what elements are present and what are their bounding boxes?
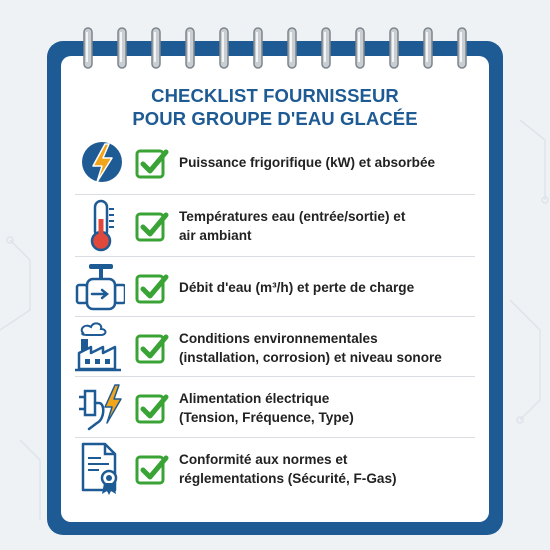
title-line-2: POUR GROUPE D'EAU GLACÉE — [132, 108, 418, 129]
checklist-item-label: Conditions environnementales (installation, corrosion) et niveau sonore — [179, 331, 442, 365]
checklist-item-label: Puissance frigorifique (kW) et absorbée — [179, 155, 436, 170]
checklist-item-label: Débit d'eau (m³/h) et perte de charge — [179, 280, 415, 295]
thermometer-icon — [75, 197, 125, 255]
checkbox-checked-icon — [135, 391, 169, 425]
certificate-document-icon — [75, 440, 125, 498]
page-title — [61, 84, 489, 130]
checkbox-checked-icon — [135, 146, 169, 180]
checkbox-checked-icon — [135, 209, 169, 243]
checklist-item-power — [75, 134, 475, 192]
checklist-item-power-supply — [75, 379, 475, 437]
divider — [75, 316, 475, 317]
divider — [75, 256, 475, 257]
spiral-binding — [0, 0, 550, 80]
checklist-item-label: Conformité aux normes et réglementations (Sécurité, F-Gas) — [179, 452, 397, 486]
checklist-item-temperatures — [75, 197, 475, 255]
title-line-1: CHECKLIST FOURNISSEUR — [151, 85, 399, 106]
divider — [75, 376, 475, 377]
checklist-item-compliance — [75, 440, 475, 498]
checkbox-checked-icon — [135, 452, 169, 486]
checklist-item-environment — [75, 319, 475, 377]
divider — [75, 437, 475, 438]
power-plug-icon — [75, 379, 125, 437]
checkbox-checked-icon — [135, 271, 169, 305]
water-valve-icon — [75, 259, 125, 317]
checklist-item-water-flow — [75, 259, 475, 317]
factory-icon — [75, 319, 125, 377]
lightning-bolt-icon — [75, 134, 125, 192]
checklist-item-label: Températures eau (entrée/sortie) et air ambiant — [179, 209, 406, 243]
divider — [75, 194, 475, 195]
checkbox-checked-icon — [135, 331, 169, 365]
checklist-item-label: Alimentation électrique (Tension, Fréquence, Type) — [179, 391, 354, 425]
